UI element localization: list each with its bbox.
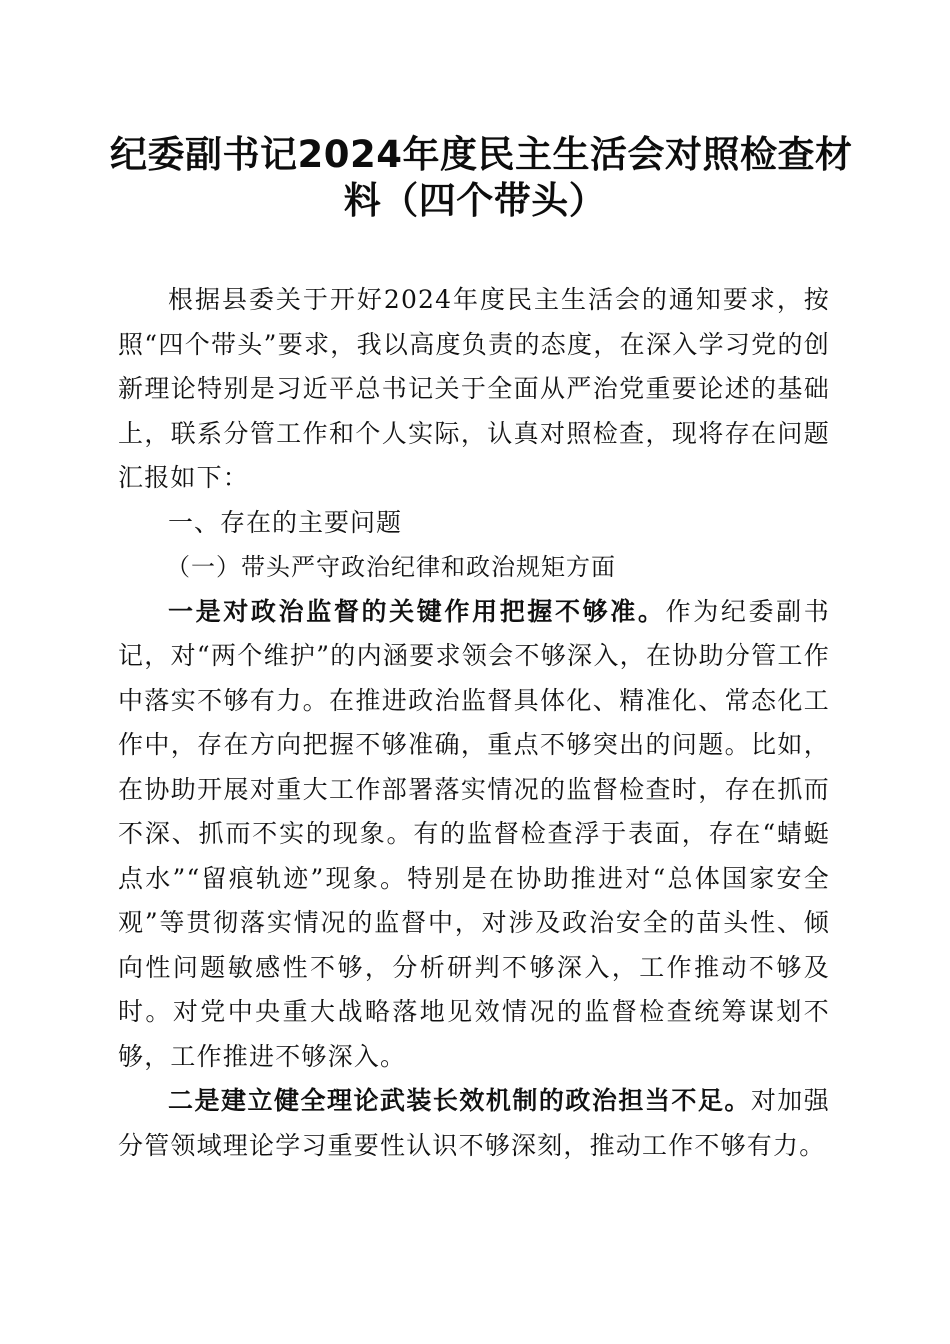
document-body — [118, 278, 830, 1168]
subsection-heading-political-discipline: （一）带头严守政治纪律和政治规矩方面 — [166, 553, 616, 581]
point-1-body: 作为纪委副书记，对“两个维护”的内涵要求领会不够深入，在协助分管工作中落实不够有力。在推进政治监督具体化、精准化、常态化工作中，存在方向把握不够准确，重点不够突出的问题。比如，在协助开展对重大工作部署落实情况的监督检查时，存在抓而不深、抓而不实的现象。有的监督检查浮于表面，存在“蜻蜓点水”“留痕轨迹”现象。特别是在协助推进对“总体国家安全观”等贯彻落实情况的监督中，对涉及政治安全的苗头性、倾向性问题敏感性不够，分析研判不够深入，工作推动不够及时。对党中央重大战略落地见效情况的监督检查统筹谋划不够，工作推进不够深入。 — [118, 596, 830, 1071]
document-title-line-2: 料（四个带头） — [343, 179, 607, 222]
section-heading-problems: 一、存在的主要问题 — [168, 507, 403, 537]
intro-paragraph: 根据县委关于开好2024年度民主生活会的通知要求，按照“四个带头”要求，我以高度负责的态度，在深入学习党的创新理论特别是习近平总书记关于全面从严治党重要论述的基础上，联系分管工作和个人实际，认真对照检查，现将存在问题汇报如下： — [118, 285, 830, 492]
point-2-body: 对加强分管领域理论学习重要性认识不够深刻，推动工作不够有力。 — [118, 1086, 830, 1160]
point-1-lead: 一是对政治监督的关键作用把握不够准。 — [168, 596, 666, 626]
point-2-paragraph — [118, 1079, 830, 1168]
point-1-paragraph — [118, 590, 830, 1080]
document-title — [110, 132, 853, 224]
document-title-line-1: 纪委副书记2024年度民主生活会对照检查材 — [110, 133, 853, 176]
point-2-lead: 二是建立健全理论武装长效机制的政治担当不足。 — [168, 1086, 751, 1115]
